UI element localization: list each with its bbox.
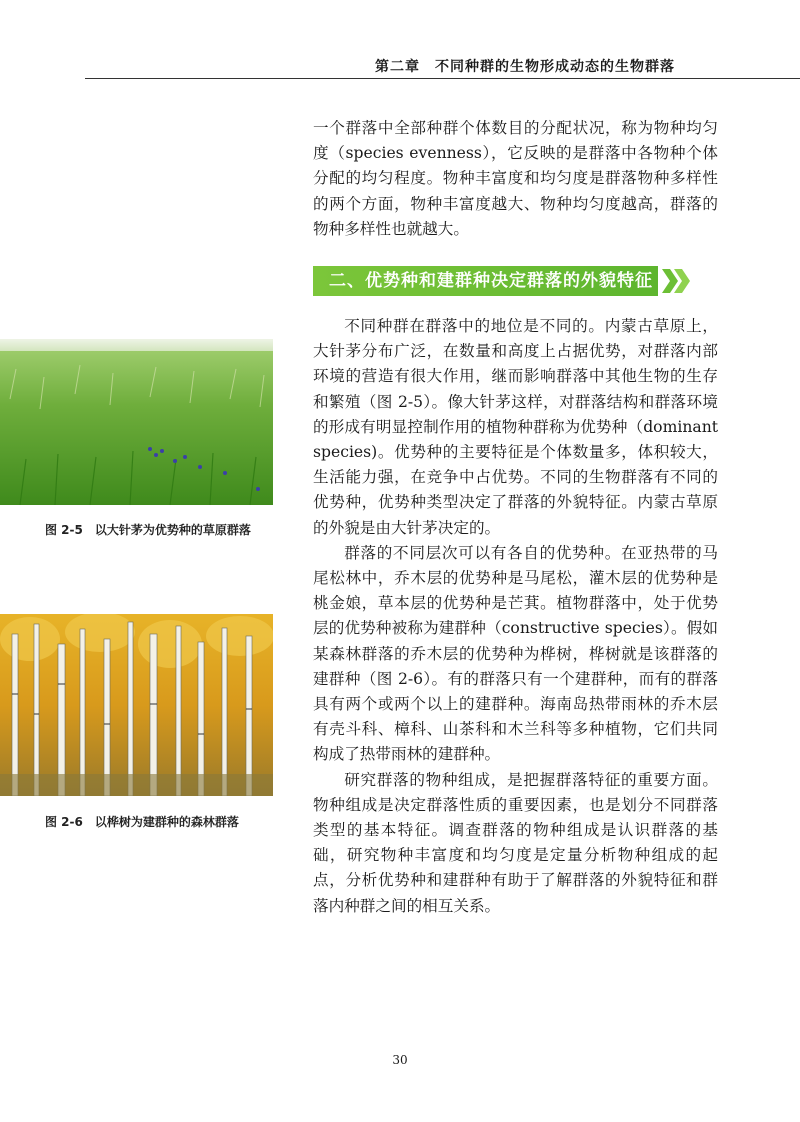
paragraph: 群落的不同层次可以有各自的优势种。在亚热带的马尾松林中，乔木层的优势种是马尾松，灌木层的优势种是桃金娘，草本层的优势种是芒萁。植物群落中，处于优势层的优势种被称为建群种（constructive species）。假如某森林群落的乔木层的优势种为桦树，桦树就是该群落的建群种（图 2-6）。有的群落只有一个建群种，而有的群落具有两个或两个以上的建群种。海南岛热带雨林的乔木层有壳斗科、樟科、山茶科和木兰科等多种植物，它们共同构成了热带雨林的建群种。 — [313, 543, 718, 764]
double-chevron-icon — [660, 266, 692, 296]
figure-caption: 图 2-5 以大针茅为优势种的草原群落 — [45, 523, 251, 537]
birch-forest-photo — [0, 614, 273, 796]
intro-text-block — [313, 116, 718, 242]
paragraph: 不同种群在群落中的地位是不同的。内蒙古草原上，大针茅分布广泛，在数量和高度上占据优势，对群落内部环境的营造有很大作用，继而影响群落中其他生物的生存和繁殖（图 2-5）。像大针茅这样，对群落结构和群落环境的形成有明显控制作用的植物种群称为优势种（dominant species)。优势种的主要特征是个体数量多，体积较大，生活能力强，在竞争中占优势。不同的生物群落有不同的优势种，优势种类型决定了群落的外貌特征。内蒙古草原的外貌是由大针茅决定的。 — [313, 317, 718, 537]
main-text-block — [313, 314, 718, 919]
grassland-photo — [0, 339, 273, 505]
running-header — [85, 56, 800, 79]
page-number: 30 — [392, 1053, 408, 1067]
paragraph: 一个群落中全部种群个体数目的分配状况，称为物种均匀度（species evenness），它反映的是群落中各物种个体分配的均匀程度。物种丰富度和均匀度是群落物种多样性的两个方面，物种丰富度越大、物种均匀度越高，群落的物种多样性也就越大。 — [313, 119, 718, 238]
section-heading: 二、优势种和建群种决定群落的外貌特征 — [313, 266, 658, 296]
paragraph: 研究群落的物种组成，是把握群落特征的重要方面。物种组成是决定群落性质的重要因素，也是划分不同群落类型的基本特征。调查群落的物种组成是认识群落的基础，研究物种丰富度和均匀度是定量分析物种组成的起点，分析优势种和建群种有助于了解群落的外貌特征和群落内种群之间的相互关系。 — [313, 770, 718, 915]
figure-caption: 图 2-6 以桦树为建群种的森林群落 — [45, 815, 239, 829]
chapter-title: 第二章 不同种群的生物形成动态的生物群落 — [375, 59, 675, 75]
